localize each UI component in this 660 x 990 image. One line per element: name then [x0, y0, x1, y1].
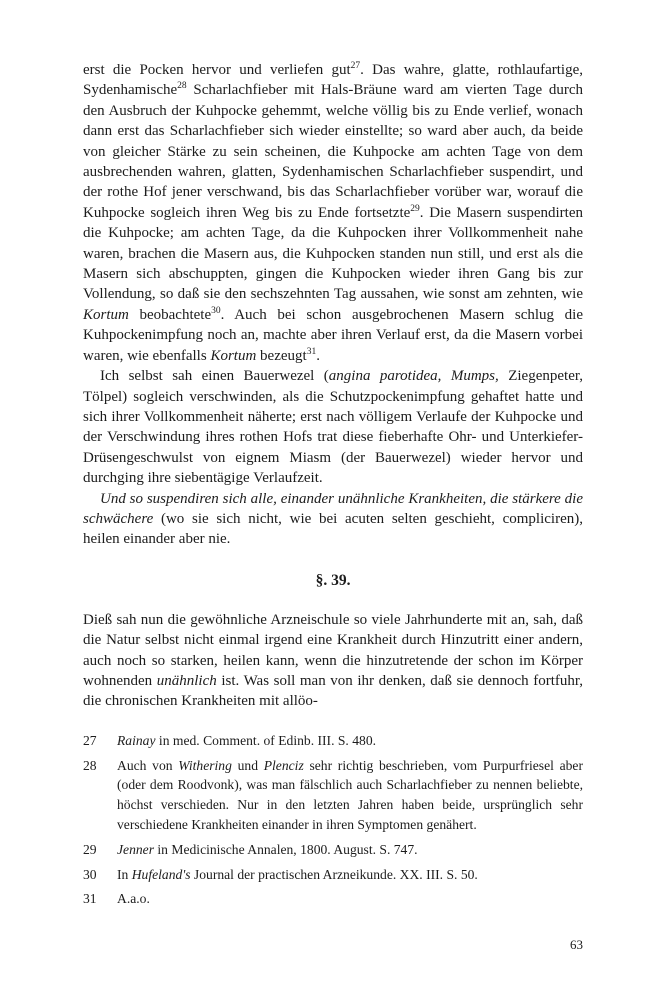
text-run: Ich selbst sah einen Bauerwezel (	[100, 368, 329, 385]
footnote-31	[83, 889, 583, 909]
text-run: A.a.o.	[117, 891, 150, 907]
italic-text-run: Und so suspendiren sich alle, einander unähnliche Krankheiten, die stärkere die schwächere	[83, 490, 583, 527]
text-run: Journal der practischen Arzneikunde. XX. III. S. 50.	[190, 866, 478, 882]
paragraph-4	[83, 610, 583, 712]
text-run: und	[231, 757, 264, 773]
italic-text-run: Kortum	[83, 306, 129, 323]
text-run: Dieß sah nun die gewöhnliche Arzneischule so viele Jahrhunderte mit an, sah, daß die Natur selbst nicht einmal irgend eine Krankheit durch Hinzutritt einer andern, auch noch so starken, heilen kann, wenn die hinzutretende der schon im Körper wohnenden	[83, 611, 583, 689]
footnote-text	[117, 731, 583, 751]
paragraph-1	[83, 60, 583, 366]
footnote-text	[117, 865, 583, 885]
footnote-marker: 30	[211, 305, 221, 316]
footnotes-section	[83, 731, 583, 914]
footnote-number: 30	[83, 866, 97, 882]
footnote-29	[83, 840, 583, 860]
page-footer	[83, 937, 583, 952]
text-run: Ziegenpeter, Tölpel) sogleich verschwinden, als die Schutzpockenimpfung gehaftet hatte und sich ihrer Vollkommenheit näherte; erst nach völligem Verlaufe der Kuhpocke und der Verschwindung ihres rothen Hofs trat diese fieberhafte Ohr- und Unterkiefer-Drüsengeschwulst von eignem Miasm (der Bauerwezel) wieder hervor und durchging ihre siebentägige Verlaufzeit.	[83, 368, 583, 487]
text-run: in med. Comment. of Edinb. III. S. 480.	[155, 732, 377, 748]
paragraph-3	[83, 489, 583, 550]
footnote-marker: 28	[177, 81, 187, 92]
text-run: In	[117, 866, 132, 882]
text-run: Scharlachfieber mit Hals-Bräune ward am vierten Tage durch den Ausbruch der Kuhpocke gehemmt, welche völlig bis zu Ende verlief, wonach dann erst das Scharlachfieber sich wieder einstellte; so ward aber auch, da beide von gleicher Stärke zu sein scheinen, die Kuhpocke am achten Tage von dem ausbrechenden wahren, glatten, Sydenhamischen Scharlachfieber suspendirt, und der rothe Hof jener verschwand, bis das Scharlachfieber vorüber war, worauf die Kuhpocke sogleich ihren Weg bis zu Ende fortsetzte	[83, 82, 583, 221]
footnote-number: 31	[83, 891, 97, 907]
italic-text-run: Rainay	[117, 732, 156, 748]
text-run: . Die Masern suspendirten die Kuhpocke; am achten Tage, da die Kuhpocken ihrer Vollkommenheit nahe waren, brachen die Masern aus, die Kuhpocken standen nun still, und erst als die Masern sich abschuppten, gingen die Kuhpocken wieder ihren Gang bis zur Vollendung, so daß sie den sechszehnten Tag aussahen, wie sonst am zehnten, wie	[83, 204, 584, 303]
text-run: in Medicinische Annalen, 1800. August. S. 747.	[154, 841, 418, 857]
italic-text-run: unähnlich	[156, 672, 217, 689]
italic-text-run: Plenciz	[263, 757, 304, 773]
footnote-30	[83, 865, 583, 885]
text-run: (wo sie sich nicht, wie bei acuten selten geschieht, compliciren), heilen einander aber nie.	[83, 510, 583, 548]
italic-text-run: Kortum	[210, 347, 257, 364]
footnote-marker: 27	[350, 61, 361, 71]
italic-text-run: Jenner	[117, 841, 154, 857]
text-run: ist. Was soll man von ihr denken, daß sie dennoch fortfuhr, die chronischen Krankheiten mit allöo-	[83, 672, 583, 710]
italic-text-run: Withering	[178, 757, 232, 773]
text-run: bezeugt	[256, 347, 307, 364]
footnote-text	[117, 756, 583, 835]
footnote-marker: 29	[410, 203, 420, 214]
footnote-number: 29	[83, 841, 97, 857]
text-run: . Das wahre, glatte, rothlaufartige, Sydenhamische	[83, 62, 583, 99]
footnote-marker: 31	[306, 346, 317, 357]
paragraph-2	[83, 366, 583, 488]
text-run: beobachtete	[128, 306, 212, 323]
italic-text-run: Hufeland's	[131, 866, 191, 882]
main-text	[83, 60, 583, 712]
footnote-number: 27	[83, 732, 97, 748]
footnote-number: 28	[83, 757, 97, 773]
text-run: .	[316, 347, 320, 364]
footnote-text	[117, 889, 583, 909]
text-run: erst die Pocken hervor und verliefen gut	[83, 62, 351, 78]
italic-text-run: angina parotidea, Mumps,	[328, 368, 499, 385]
text-run: . Auch bei schon ausgebrochenen Masern schlug die Kuhpockenimpfung noch an, machte aber ihren Verlauf erst, da die Masern vorbei waren, wie ebenfalls	[83, 306, 584, 364]
section-heading: §. 39.	[315, 571, 351, 589]
footnote-28	[83, 756, 583, 835]
footnote-text	[117, 840, 583, 860]
footnote-27	[83, 731, 583, 751]
text-run: sehr richtig beschrieben, vom Purpurfriesel aber (oder dem Roodvonk), was man fälschlich auch Scharlachfieber zu nennen beliebte, höchst verschieden. Nur in den letzten Jahren haben beide, ursprünglich sehr verschiedene Krankheiten einander in ihren Symptomen genähert.	[117, 757, 583, 832]
text-run: Auch von	[117, 757, 179, 773]
page-number: 63	[570, 937, 583, 952]
